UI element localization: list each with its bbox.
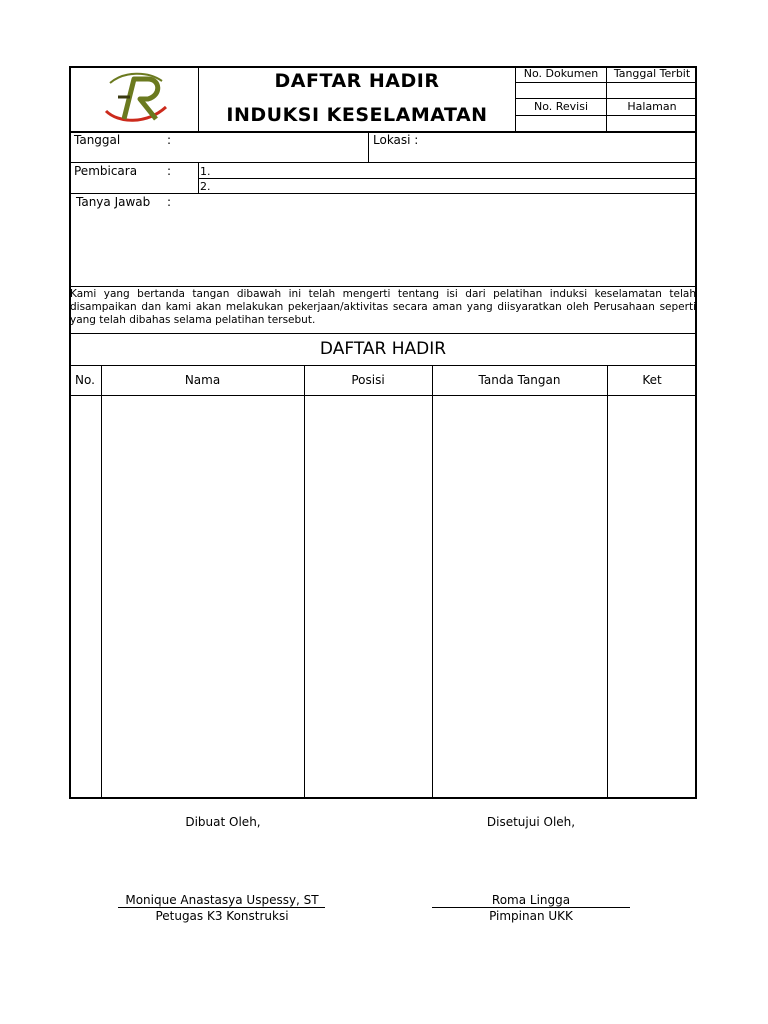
pembicara-item-1: 1. (200, 165, 211, 178)
tanya-jawab-label: Tanya Jawab (76, 195, 151, 209)
column-header-nama: Nama (184, 373, 221, 387)
column-divider-no (101, 365, 102, 799)
signature-left-line (118, 907, 325, 908)
signature-left-label: Dibuat Oleh, (185, 815, 261, 829)
title-line-2: INDUKSI KESELAMATAN (226, 104, 488, 126)
meta-line-1 (515, 82, 697, 83)
column-divider-posisi (432, 365, 433, 799)
lokasi-label: Lokasi : (373, 133, 419, 147)
table-header-bottom-line (69, 395, 697, 396)
signature-left-name: Monique Anastasya Uspessy, ST (125, 893, 319, 907)
title-line-1: DAFTAR HADIR (274, 70, 440, 92)
pembicara-bottom-line (69, 193, 697, 194)
attendance-heading-bottom-line (69, 365, 697, 366)
tanggal-terbit-label: Tanggal Terbit (613, 67, 691, 80)
tanggal-label: Tanggal (74, 133, 121, 147)
halaman-label: Halaman (627, 100, 677, 113)
pembicara-mid-line (198, 178, 697, 179)
signature-right-label: Disetujui Oleh, (486, 815, 576, 829)
statement-bottom-line (69, 333, 697, 334)
column-header-no: No. (75, 373, 95, 387)
logo-r-icon (100, 67, 175, 129)
statement-paragraph: Kami yang bertanda tangan dibawah ini telah mengerti tentang isi dari pelatihan induksi keselamatan telah disampaikan dan kami akan melakukan pekerjaan/aktivitas secara aman yang diisyaratkan oleh Perusahaan seperti yang telah dibahas selama pelatihan tersebut. (70, 288, 696, 326)
tanggal-colon: : (167, 133, 172, 147)
signature-right-name: Roma Lingga (491, 893, 571, 907)
tanggal-bottom-line (69, 162, 697, 163)
header-divider-logo (198, 66, 199, 132)
pembicara-label: Pembicara (74, 164, 138, 178)
tanya-jawab-bottom-line (69, 286, 697, 287)
meta-line-2 (515, 98, 697, 99)
signature-left-title: Petugas K3 Konstruksi (155, 909, 289, 923)
column-divider-tanda-tangan (607, 365, 608, 799)
column-header-tanda-tangan: Tanda Tangan (478, 373, 561, 387)
form-frame (69, 66, 697, 799)
lokasi-divider (368, 131, 369, 163)
pembicara-colon: : (167, 164, 172, 178)
signature-right-title: Pimpinan UKK (489, 909, 573, 923)
no-revisi-label: No. Revisi (533, 100, 589, 113)
company-logo (100, 67, 175, 129)
no-dokumen-label: No. Dokumen (523, 67, 599, 80)
column-header-posisi: Posisi (351, 373, 385, 387)
column-header-ket: Ket (642, 373, 662, 387)
column-divider-nama (304, 365, 305, 799)
meta-line-3 (515, 115, 697, 116)
pembicara-item-2: 2. (200, 180, 211, 193)
signature-right-line (432, 907, 630, 908)
attendance-heading: DAFTAR HADIR (319, 339, 447, 359)
tanya-jawab-colon: : (167, 195, 172, 209)
